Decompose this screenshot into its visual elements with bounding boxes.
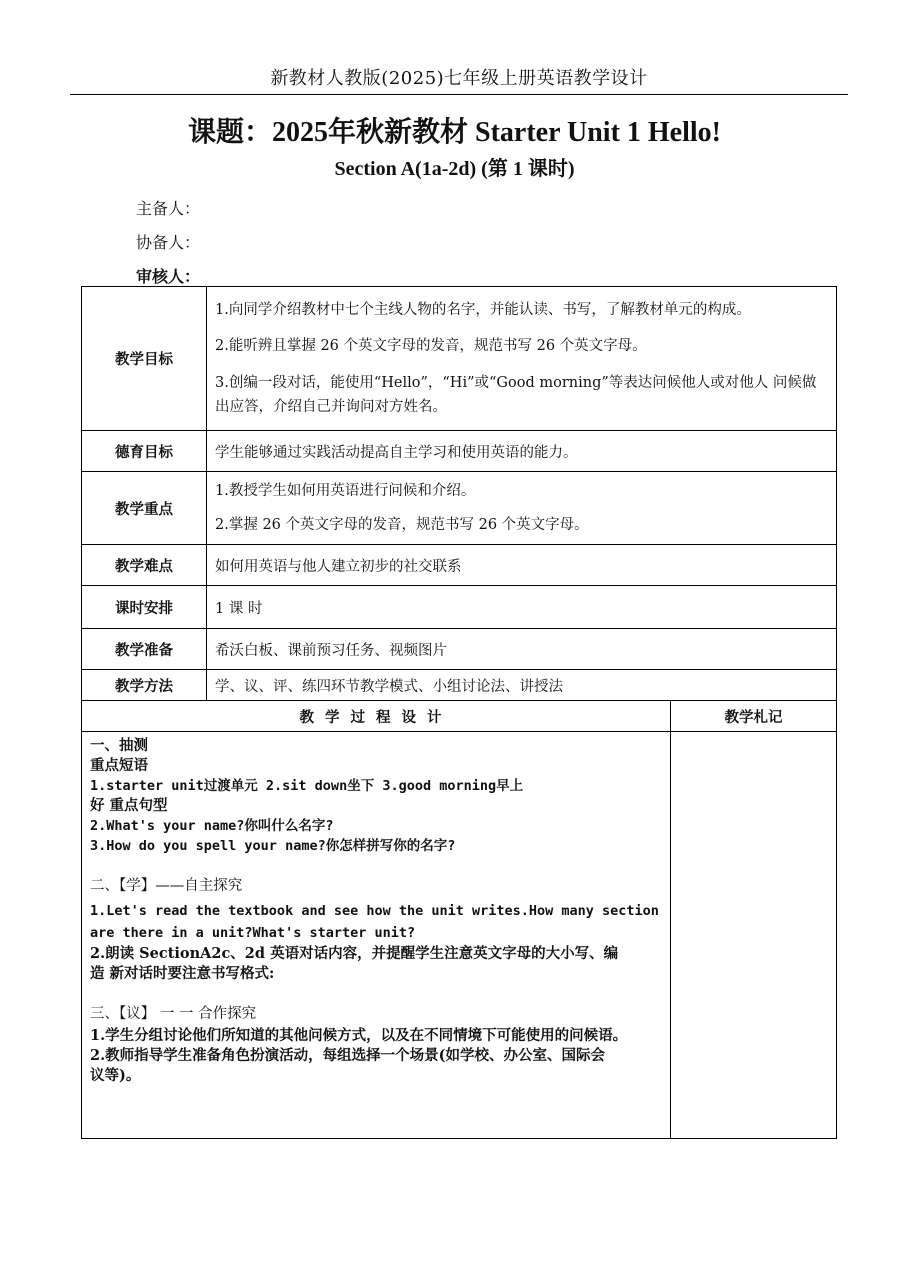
info-row-difficulties xyxy=(82,545,837,586)
info-value xyxy=(207,472,837,545)
process-body-row xyxy=(82,732,837,1139)
info-value: 如何用英语与他人建立初步的社交联系 xyxy=(207,545,837,586)
main-preparer-label: 主备人： xyxy=(136,199,201,218)
info-row-key-points xyxy=(82,472,837,545)
section-heading: 三、【议】 一 一 合作探究 xyxy=(90,1006,257,1022)
key-point-line: 1.教授学生如何用英语进行问候和介绍。 xyxy=(215,483,476,499)
content-line: 1.学生分组讨论他们所知道的其他问候方式，以及在不同情境下可能使用的问候语。 xyxy=(90,1027,628,1044)
content-line: 议等)。 xyxy=(90,1067,141,1084)
content-line: 造 新对话时要注意书写格式: xyxy=(90,965,275,982)
header-divider xyxy=(70,94,848,95)
info-label: 教学重点 xyxy=(82,472,207,545)
info-label: 课时安排 xyxy=(82,586,207,629)
content-line: 2.What's your name?你叫什么名字? xyxy=(90,818,334,834)
teaching-notes-cell xyxy=(671,732,837,1139)
content-line: 1.Let's read the textbook and see how the unit writes.How many section xyxy=(90,903,659,919)
info-row-moral xyxy=(82,431,837,472)
teaching-notes-header: 教学札记 xyxy=(671,701,837,732)
info-value: 希沃白板、课前预习任务、视频图片 xyxy=(207,629,837,670)
content-line: 3.How do you spell your name?你怎样拼写你的名字? xyxy=(90,838,456,854)
section-heading: 一、抽测 xyxy=(90,737,148,754)
info-row-schedule xyxy=(82,586,837,629)
process-design-header: 教学过程设计 xyxy=(82,701,671,732)
objective-line: 1.向同学介绍教材中七个主线人物的名字，并能认读、书写，了解教材单元的构成。 xyxy=(215,301,751,318)
reviewer-label: 审核人： xyxy=(136,267,201,286)
info-label: 教学难点 xyxy=(82,545,207,586)
info-label: 教学目标 xyxy=(82,287,207,431)
section-heading: 二、【学】——自主探究 xyxy=(90,878,243,894)
info-value: 学、议、评、练四环节教学模式、小组讨论法、讲授法 xyxy=(207,670,837,701)
content-line: 2.朗读 SectionA2c、2d 英语对话内容，并提醒学生注意英文字母的大小写、编 xyxy=(90,945,619,962)
process-content xyxy=(82,732,671,1139)
content-line: 1.starter unit过渡单元 2.sit down坐下 3.good morning早上 xyxy=(90,778,524,794)
info-label: 德育目标 xyxy=(82,431,207,472)
info-label: 教学准备 xyxy=(82,629,207,670)
lesson-subtitle: Section A(1a-2d) (第 1 课时) xyxy=(334,158,575,180)
info-value: 1 课 时 xyxy=(207,586,837,629)
key-point-line: 2.掌握 26 个英文字母的发音，规范书写 26 个英文字母。 xyxy=(215,517,589,533)
lesson-title: 课题：2025年秋新教材 Starter Unit 1 Hello! xyxy=(188,117,721,148)
subheading: 重点短语 xyxy=(90,757,148,774)
info-value: 学生能够通过实践活动提高自主学习和使用英语的能力。 xyxy=(207,431,837,472)
info-row-methods xyxy=(82,670,837,701)
info-label: 教学方法 xyxy=(82,670,207,701)
process-header-row xyxy=(82,701,837,732)
info-row-preparation xyxy=(82,629,837,670)
info-row-objectives xyxy=(82,287,837,431)
content-line: are there in a unit?What's starter unit? xyxy=(90,925,416,941)
info-value xyxy=(207,287,837,431)
objective-line: 2.能听辨且掌握 26 个英文字母的发音，规范书写 26 个英文字母。 xyxy=(215,337,647,354)
content-line: 好 重点句型 xyxy=(90,797,168,814)
objective-line: 3.创编一段对话，能使用“Hello”，“Hi”或“Good morning”等表达问候他人或对他人 问候做出应答，介绍自己并询问对方姓名。 xyxy=(215,374,817,415)
co-preparer-label: 协备人： xyxy=(136,233,201,252)
content-line: 2.教师指导学生准备角色扮演活动，每组选择一个场景(如学校、办公室、国际会 xyxy=(90,1047,605,1064)
teaching-process-table xyxy=(81,700,837,1139)
lesson-info-table xyxy=(81,286,837,701)
document-header: 新教材人教版(2025)七年级上册英语教学设计 xyxy=(270,68,648,89)
